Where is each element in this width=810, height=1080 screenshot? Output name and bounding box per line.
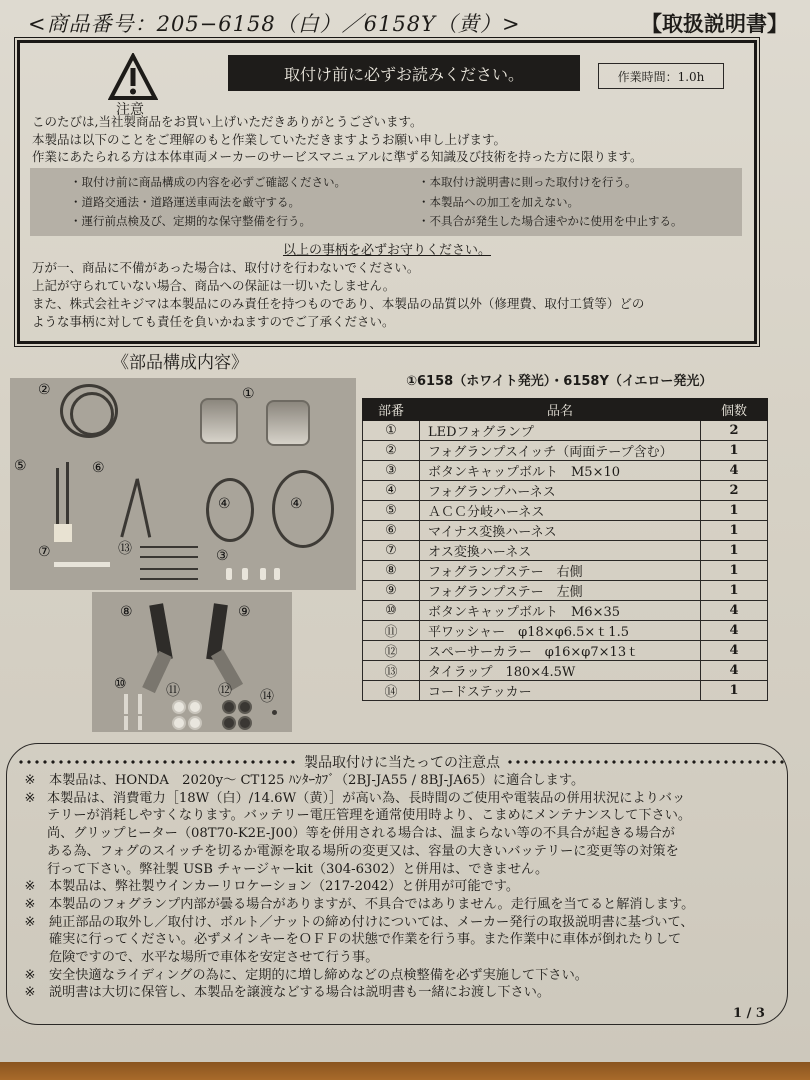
callout-13: ⑬ bbox=[118, 541, 132, 557]
note-mark: ※ bbox=[24, 896, 36, 912]
table-row bbox=[363, 681, 768, 701]
part-qty: 1 bbox=[701, 501, 768, 521]
callout-7: ⑦ bbox=[38, 544, 51, 560]
part-name: フォグランプハーネス bbox=[420, 481, 701, 501]
note-mark: ※ bbox=[24, 967, 36, 983]
table-row bbox=[363, 561, 768, 581]
intro-text: このたびは,当社製商品をお買い上げいただきありがとうございます。 本製品は以下のことをご理解のもと作業していただきますようお願い申し上げます。 作業にあたられる方は本体車両メーカーのサービスマニュアルに準ずる知識及び技術を持った方に限ります。 bbox=[32, 114, 643, 164]
note-text: テリーが消耗しやすくなります。バッテリー電圧管理を通常使用時より、こまめにメンテナンスして下さい。 bbox=[47, 808, 692, 824]
callout-10: ⑩ bbox=[114, 676, 127, 692]
document-header bbox=[28, 8, 788, 38]
note-text: 尚、グリップヒーター（08T70-K2E-J00）等を併用される場合は、温まらない等の不具合が起きる場合が bbox=[47, 826, 675, 842]
product-number: <商品番号：205−6158（白）／6158Y（黄）> bbox=[28, 12, 521, 36]
led-fog-lamp-image bbox=[266, 400, 310, 446]
part-qty: 1 bbox=[701, 541, 768, 561]
note-line bbox=[17, 931, 787, 949]
rules-right: ・本取付け説明書に則った取付けを行う。 ・本製品への加工を加えない。 ・不具合が発生した場合速やかに使用を中止する。 bbox=[418, 175, 683, 228]
read-before-install-banner: 取付け前に必ずお読みください。 bbox=[228, 55, 580, 91]
part-name: ボタンキャップボルト M5×10 bbox=[420, 461, 701, 481]
part-qty: 4 bbox=[701, 661, 768, 681]
callout-4b: ④ bbox=[290, 496, 303, 512]
doc-type: 【取扱説明書】 bbox=[641, 11, 788, 36]
table-row bbox=[363, 541, 768, 561]
part-name: フォグランプステー 右側 bbox=[420, 561, 701, 581]
part-qty: 1 bbox=[701, 441, 768, 461]
rules-panel bbox=[30, 168, 742, 236]
part-no: ⑫ bbox=[363, 641, 420, 661]
table-row bbox=[363, 581, 768, 601]
model-line: ①6158（ホワイト発光）・6158Y（イエロー発光） bbox=[406, 374, 713, 389]
part-qty: 1 bbox=[701, 681, 768, 701]
note-mark: ※ bbox=[24, 773, 36, 788]
note-line bbox=[17, 878, 787, 896]
note-mark bbox=[17, 949, 43, 967]
part-qty: 2 bbox=[701, 481, 768, 501]
tie-wrap-image bbox=[140, 556, 198, 558]
note-text: 本製品のフォグランプ内部が曇る場合がありますが、不具合ではありません。走行風を当てると解消します。 bbox=[49, 896, 695, 912]
page-number: 1 / 3 bbox=[733, 1006, 765, 1021]
part-name: スペーサーカラー φ16×φ7×13ｔ bbox=[420, 641, 701, 661]
note-text: 行って下さい。弊社製 USB チャージャーkit（304-6302）と併用は、できません。 bbox=[47, 861, 549, 877]
part-no: ① bbox=[363, 421, 420, 441]
table-row bbox=[363, 501, 768, 521]
note-mark: ※ bbox=[24, 879, 36, 895]
caution-label: 注意 bbox=[116, 102, 144, 118]
male-conversion-harness-image bbox=[54, 562, 110, 567]
part-qty: 4 bbox=[701, 461, 768, 481]
callout-2: ② bbox=[38, 382, 51, 398]
part-qty: 1 bbox=[701, 561, 768, 581]
flat-washer-image bbox=[172, 716, 186, 730]
work-time-box: 作業時間：1.0h bbox=[598, 63, 724, 89]
note-mark bbox=[17, 861, 43, 879]
table-row bbox=[363, 421, 768, 441]
part-qty: 1 bbox=[701, 521, 768, 541]
warning-triangle-icon bbox=[108, 53, 158, 101]
part-no: ⑨ bbox=[363, 581, 420, 601]
note-mark bbox=[17, 807, 43, 825]
part-no: ③ bbox=[363, 461, 420, 481]
note-mark: ※ bbox=[24, 914, 36, 930]
note-text: 危険ですので、水平な場所で車体を安定させて行う事。 bbox=[49, 950, 379, 966]
note-line bbox=[17, 790, 787, 808]
part-name: オス変換ハーネス bbox=[420, 541, 701, 561]
callout-9: ⑨ bbox=[238, 604, 251, 620]
flat-washer-image bbox=[188, 716, 202, 730]
part-no: ⑬ bbox=[363, 661, 420, 681]
part-name: ボタンキャップボルト M6×35 bbox=[420, 601, 701, 621]
rules-left: ・取付け前に商品構成の内容を必ずご確認ください。 ・道路交通法・道路運送車両法を厳守する。 ・運行前点検及び、定期的な保守整備を行う。 bbox=[70, 175, 346, 228]
part-no: ② bbox=[363, 441, 420, 461]
dotted-rule bbox=[506, 760, 787, 764]
spacer-collar-image bbox=[222, 716, 236, 730]
part-no: ⑩ bbox=[363, 601, 420, 621]
tie-wrap-image bbox=[140, 568, 198, 570]
callout-3: ③ bbox=[216, 548, 229, 564]
part-name: コードステッカー bbox=[420, 681, 701, 701]
part-name: マイナス変換ハーネス bbox=[420, 521, 701, 541]
note-line bbox=[17, 949, 787, 967]
table-row bbox=[363, 641, 768, 661]
table-row bbox=[363, 481, 768, 501]
minus-conversion-harness-image bbox=[120, 479, 138, 538]
callout-8: ⑧ bbox=[120, 604, 133, 620]
callout-12: ⑫ bbox=[218, 683, 232, 699]
table-row bbox=[363, 441, 768, 461]
minus-conversion-wire bbox=[136, 478, 151, 537]
note-line bbox=[17, 843, 787, 861]
table-row bbox=[363, 521, 768, 541]
note-line bbox=[17, 772, 787, 790]
m6-bolt-image bbox=[138, 694, 142, 714]
note-line bbox=[17, 967, 787, 985]
col-header-name: 品名 bbox=[420, 399, 701, 421]
parts-section-title: 《部品構成内容》 bbox=[112, 353, 248, 373]
spacer-collar-image bbox=[238, 700, 252, 714]
fog-switch-coil bbox=[70, 392, 114, 436]
acc-branch-harness-image bbox=[56, 468, 59, 528]
parts-photo-hardware bbox=[92, 592, 292, 732]
callout-5: ⑤ bbox=[14, 458, 27, 474]
code-sticker-image bbox=[272, 710, 277, 715]
note-mark bbox=[17, 843, 43, 861]
acc-branch-wire bbox=[66, 462, 69, 526]
note-line bbox=[17, 896, 787, 914]
button-cap-bolt-image bbox=[260, 568, 266, 580]
note-line bbox=[17, 861, 787, 879]
part-name: ＡＣＣ分岐ハーネス bbox=[420, 501, 701, 521]
warning-box bbox=[17, 40, 757, 344]
part-name: タイラップ 180×4.5W bbox=[420, 661, 701, 681]
note-text: 本製品は、消費電力［18W（白）/14.6W（黄）］が高い為、長時間のご使用や電装品の併用状況によりバッ bbox=[47, 790, 686, 806]
note-line bbox=[17, 825, 787, 843]
notes-header bbox=[17, 752, 787, 772]
wooden-table-edge bbox=[0, 1062, 810, 1080]
led-fog-lamp-image bbox=[200, 398, 238, 444]
part-no: ⑪ bbox=[363, 621, 420, 641]
note-text: 確実に行ってください。必ずメインキーをＯＦＦの状態で作業を行う事。また作業中に車体が倒れたりして bbox=[49, 932, 682, 948]
tie-wrap-image bbox=[140, 546, 198, 548]
part-no: ⑦ bbox=[363, 541, 420, 561]
part-name: LEDフォグランプ bbox=[420, 421, 701, 441]
tie-wrap-image bbox=[140, 578, 198, 580]
note-mark bbox=[17, 825, 43, 843]
col-header-part-no: 部番 bbox=[363, 399, 420, 421]
note-line bbox=[17, 914, 787, 932]
part-name: フォグランプステー 左側 bbox=[420, 581, 701, 601]
m6-bolt-image bbox=[124, 694, 128, 714]
part-no: ⑥ bbox=[363, 521, 420, 541]
acc-branch-connector bbox=[54, 524, 72, 542]
flat-washer-image bbox=[188, 700, 202, 714]
installation-notes-box bbox=[6, 743, 788, 1025]
note-text: 本製品は、弊社製ウインカーリロケーション（217-2042）と併用が可能です。 bbox=[49, 879, 520, 895]
disclaimer-text: 万が一、商品に不備があった場合は、取付けを行わないでください。 上記が守られていない場合、商品への保証は一切いたしません。 また、株式会社キジマは本製品にのみ責任を持つものであり、本製品の品質以外（修理費、取付工賃等）どの ような事柄に対しても責任を負いかねますのでご了承ください。 bbox=[32, 260, 645, 329]
note-mark: ※ bbox=[24, 790, 36, 806]
spacer-collar-image bbox=[222, 700, 236, 714]
part-no: ④ bbox=[363, 481, 420, 501]
button-cap-bolt-image bbox=[226, 568, 232, 580]
table-row bbox=[363, 601, 768, 621]
note-text: 安全快適なライディングの為に、定期的に増し締めなどの点検整備を必ず実施して下さい。 bbox=[49, 967, 588, 983]
dotted-rule bbox=[17, 760, 298, 764]
part-no: ⑭ bbox=[363, 681, 420, 701]
callout-1: ① bbox=[242, 386, 255, 402]
table-row bbox=[363, 621, 768, 641]
table-row bbox=[363, 661, 768, 681]
note-mark bbox=[17, 931, 43, 949]
part-qty: 4 bbox=[701, 601, 768, 621]
notes-list bbox=[17, 772, 787, 1002]
parts-table bbox=[362, 398, 768, 701]
callout-4a: ④ bbox=[218, 496, 231, 512]
callout-14: ⑭ bbox=[260, 689, 274, 705]
table-row bbox=[363, 461, 768, 481]
part-qty: 4 bbox=[701, 621, 768, 641]
note-line bbox=[17, 984, 787, 1002]
button-cap-bolt-image bbox=[274, 568, 280, 580]
m6-bolt-image bbox=[124, 716, 128, 730]
part-no: ⑧ bbox=[363, 561, 420, 581]
part-no: ⑤ bbox=[363, 501, 420, 521]
callout-11: ⑪ bbox=[166, 683, 180, 699]
note-text: ある為、フォグのスイッチを切るか電源を取る場所の変更又は、容量の大きいバッテリーに変更等の対策を bbox=[47, 843, 679, 859]
part-name: フォグランプスイッチ（両面テープ含む） bbox=[420, 441, 701, 461]
flat-washer-image bbox=[172, 700, 186, 714]
fog-harness-image bbox=[272, 470, 334, 548]
col-header-qty: 個数 bbox=[701, 399, 768, 421]
m6-bolt-image bbox=[138, 716, 142, 730]
part-qty: 4 bbox=[701, 641, 768, 661]
note-text: 純正部品の取外し／取付け、ボルト／ナットの締め付けについては、メーカー発行の取扱説明書に基づいて、 bbox=[49, 914, 694, 930]
note-mark: ※ bbox=[24, 985, 36, 1001]
button-cap-bolt-image bbox=[242, 568, 248, 580]
keep-notice: 以上の事柄を必ずお守りください。 bbox=[282, 243, 491, 258]
callout-6: ⑥ bbox=[92, 460, 105, 476]
spacer-collar-image bbox=[238, 716, 252, 730]
note-line bbox=[17, 807, 787, 825]
note-text: 本製品は、HONDA 2020y～ CT125 ﾊﾝﾀｰｶﾌﾞ（2BJ-JA55 / 8BJ-JA65）に適合します。 bbox=[49, 773, 585, 788]
part-name: 平ワッシャー φ18×φ6.5×ｔ1.5 bbox=[420, 621, 701, 641]
parts-photo-main bbox=[10, 378, 356, 590]
part-qty: 2 bbox=[701, 421, 768, 441]
notes-title: 製品取付けに当たっての注意点 bbox=[304, 755, 500, 771]
parts-table-header bbox=[363, 399, 768, 421]
note-text: 説明書は大切に保管し、本製品を譲渡などする場合は説明書も一緒にお渡し下さい。 bbox=[49, 985, 551, 1001]
part-qty: 1 bbox=[701, 581, 768, 601]
